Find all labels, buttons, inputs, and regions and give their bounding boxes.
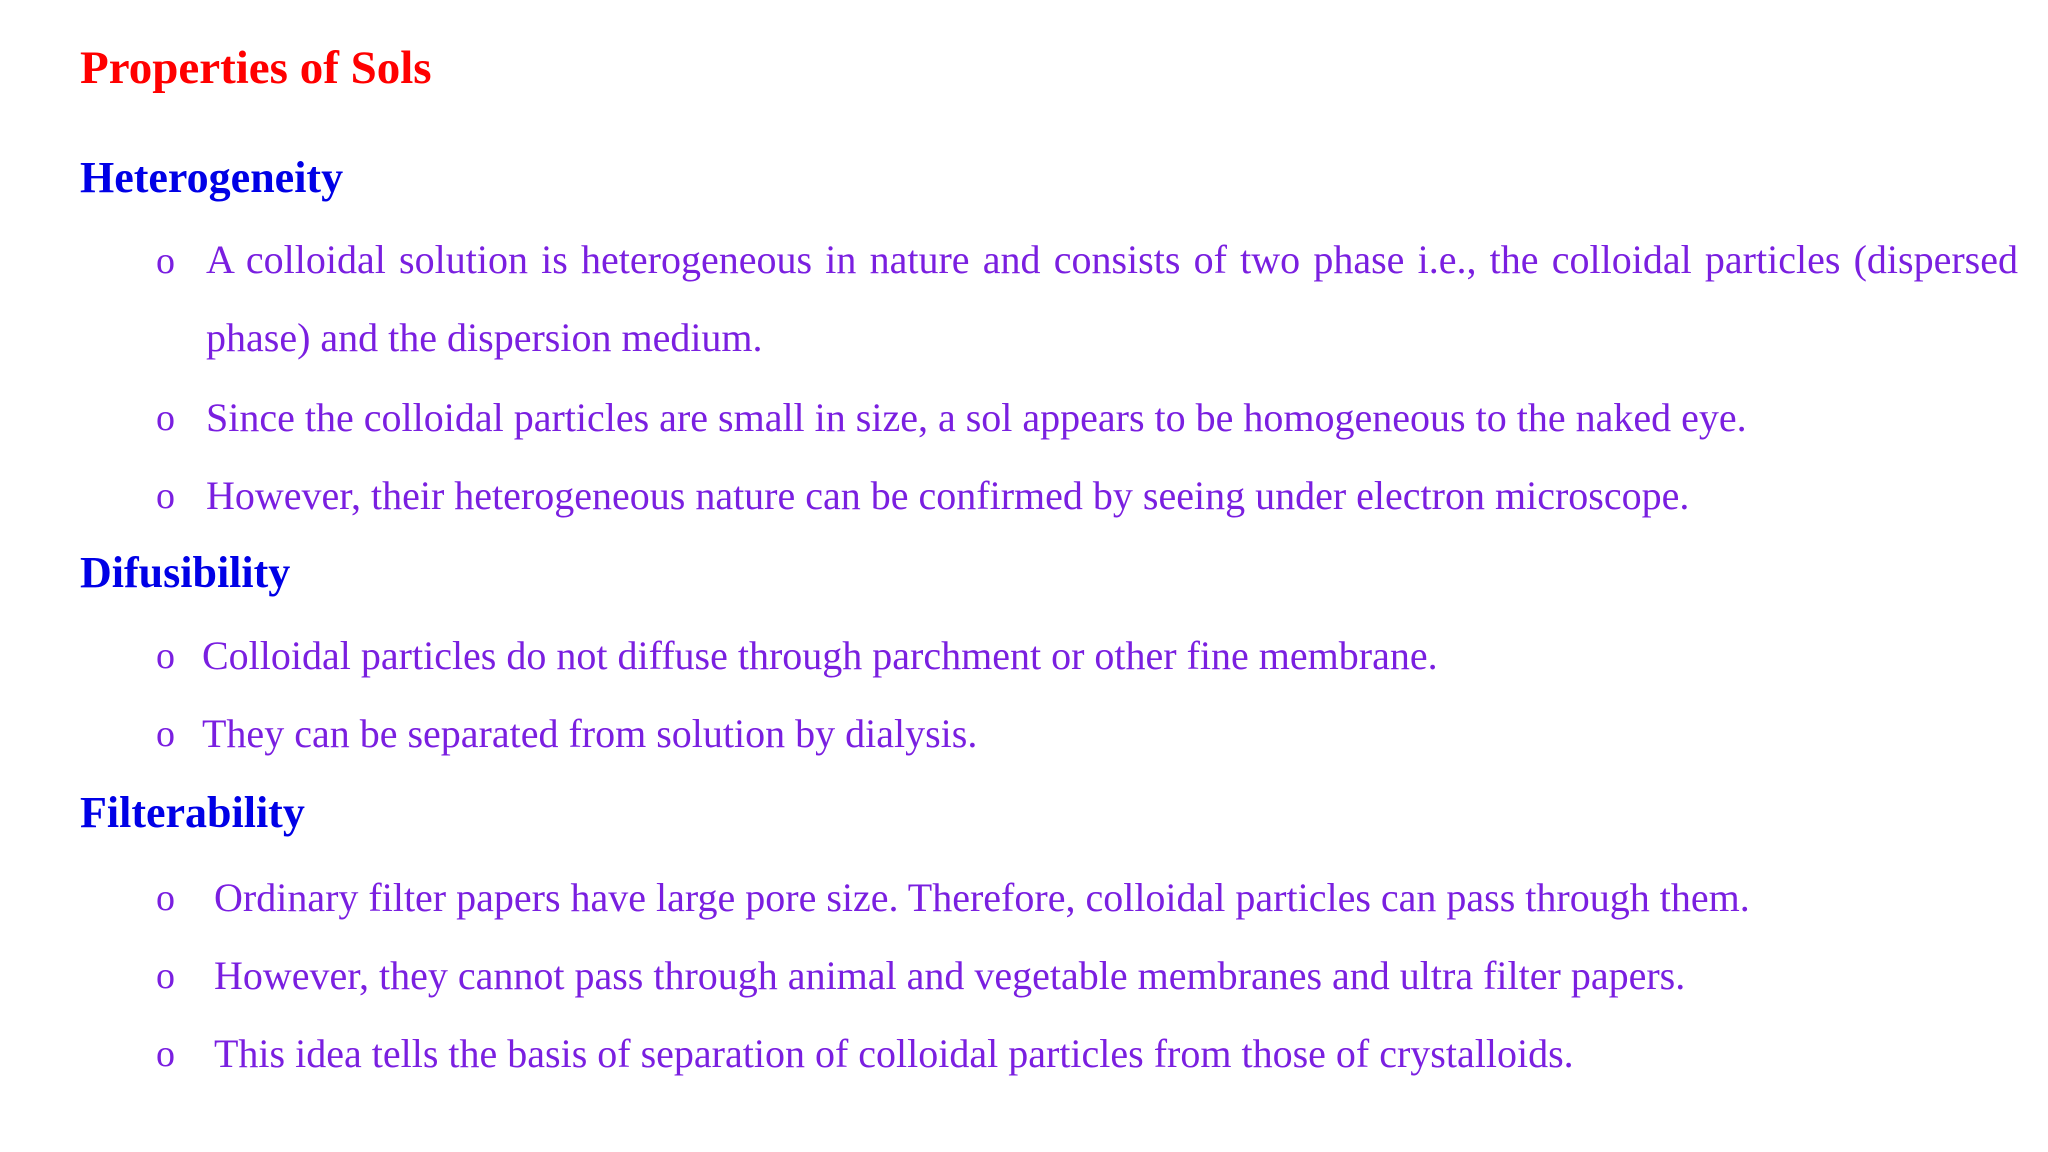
bullet-icon: o (156, 955, 175, 997)
list-item-text: Ordinary filter papers have large pore size. Therefore, colloidal particles can pass through them. (214, 875, 1750, 920)
list-item-text: Since the colloidal particles are small in size, a sol appears to be homogeneous to the naked eye. (206, 395, 1747, 440)
list-item-text: This idea tells the basis of separation of colloidal particles from those of crystalloids. (214, 1031, 1574, 1076)
bullet-icon: o (156, 397, 175, 439)
section-heading-filterability: Filterability (80, 788, 305, 837)
list-item-text: However, their heterogeneous nature can be confirmed by seeing under electron microscope. (206, 473, 1690, 518)
list-item-text: A colloidal solution is heterogeneous in nature and consists of two phase i.e., the colloidal particles (dispersed phase) and the dispersion medium. (206, 237, 2018, 360)
list-item-text: However, they cannot pass through animal and vegetable membranes and ultra filter papers. (214, 953, 1686, 998)
list-item-text: Colloidal particles do not diffuse through parchment or other fine membrane. (202, 633, 1438, 678)
section-heading-difusibility: Difusibility (80, 548, 291, 597)
section-heading-heterogeneity: Heterogeneity (80, 153, 344, 202)
bullet-icon: o (156, 877, 175, 919)
list-item-text: They can be separated from solution by dialysis. (202, 711, 978, 756)
bullet-icon: o (156, 635, 175, 677)
bullet-icon: o (156, 240, 175, 282)
page-title: Properties of Sols (80, 42, 432, 94)
bullet-icon: o (156, 475, 175, 517)
bullet-icon: o (156, 713, 175, 755)
bullet-icon: o (156, 1033, 175, 1075)
